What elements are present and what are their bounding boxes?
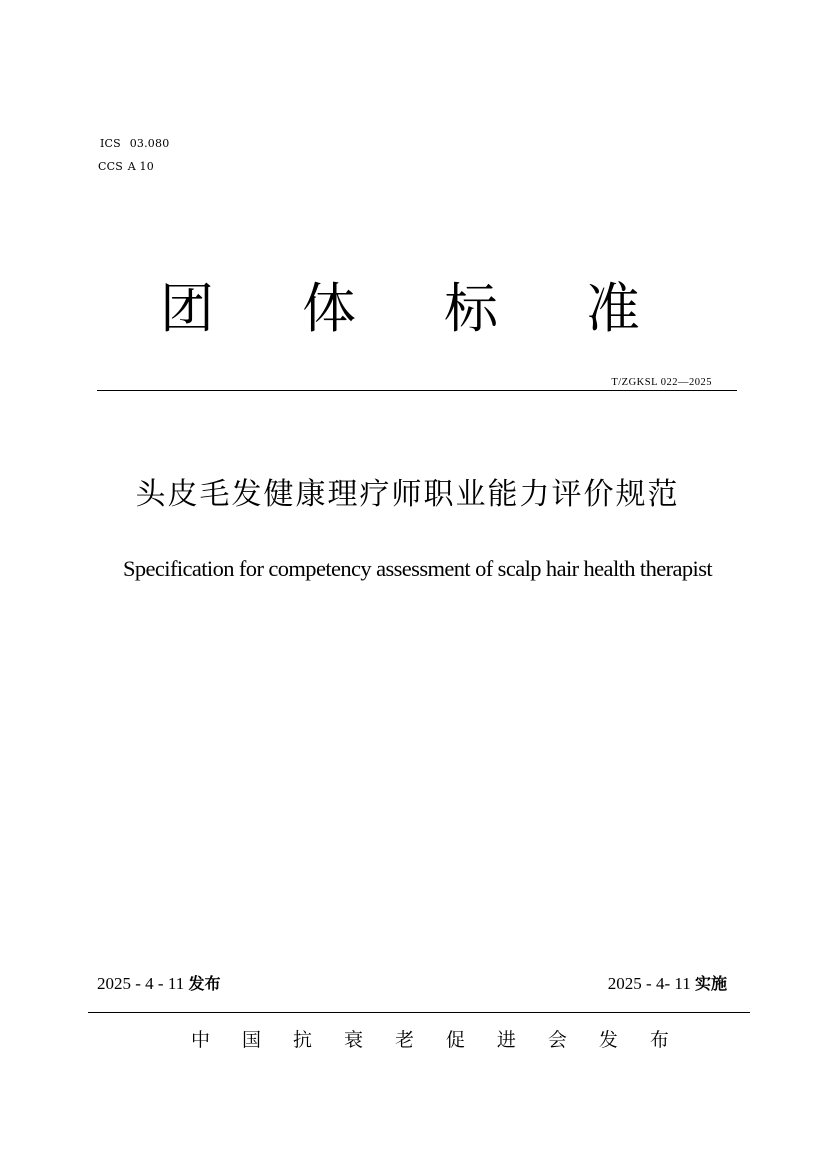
publish-date xyxy=(97,972,220,996)
publisher-char: 促 xyxy=(445,1029,465,1051)
title-char: 标 xyxy=(444,277,498,340)
publisher-char: 衰 xyxy=(343,1029,363,1051)
publish-date-label: 发布 xyxy=(188,974,221,993)
ics-value: 03.080 xyxy=(129,137,170,150)
ccs-code xyxy=(98,160,154,174)
publisher-char: 国 xyxy=(241,1029,261,1051)
implement-date-label: 实施 xyxy=(694,974,727,993)
standard-type-title xyxy=(160,278,640,340)
publisher-char: 布 xyxy=(649,1029,669,1051)
publisher-line xyxy=(191,1027,669,1053)
ccs-value: A 10 xyxy=(127,160,154,173)
document-title-en: Specification for competency assessment of scalp hair health therapist xyxy=(122,556,713,581)
title-char: 准 xyxy=(586,277,640,340)
ics-label: ICS xyxy=(100,137,121,150)
publisher-char: 老 xyxy=(394,1029,414,1051)
title-char: 体 xyxy=(302,277,356,340)
header-divider xyxy=(97,390,737,391)
implement-date-value: 2025 - 4- 11 xyxy=(607,974,691,993)
publisher-char: 会 xyxy=(547,1029,567,1051)
title-char: 团 xyxy=(160,277,214,340)
publisher-char: 抗 xyxy=(292,1029,312,1051)
ics-code xyxy=(100,137,169,151)
publish-date-value: 2025 - 4 - 11 xyxy=(97,974,185,993)
publisher-char: 中 xyxy=(191,1029,211,1051)
ccs-label: CCS xyxy=(98,160,123,173)
document-title-cn: 头皮毛发健康理疗师职业能力评价规范 xyxy=(135,477,680,512)
publisher-char: 进 xyxy=(496,1029,516,1051)
publisher-char: 发 xyxy=(598,1029,618,1051)
footer-divider xyxy=(88,1012,750,1013)
implement-date xyxy=(608,972,727,996)
standard-number: T/ZGKSL 022—2025 xyxy=(611,377,712,388)
